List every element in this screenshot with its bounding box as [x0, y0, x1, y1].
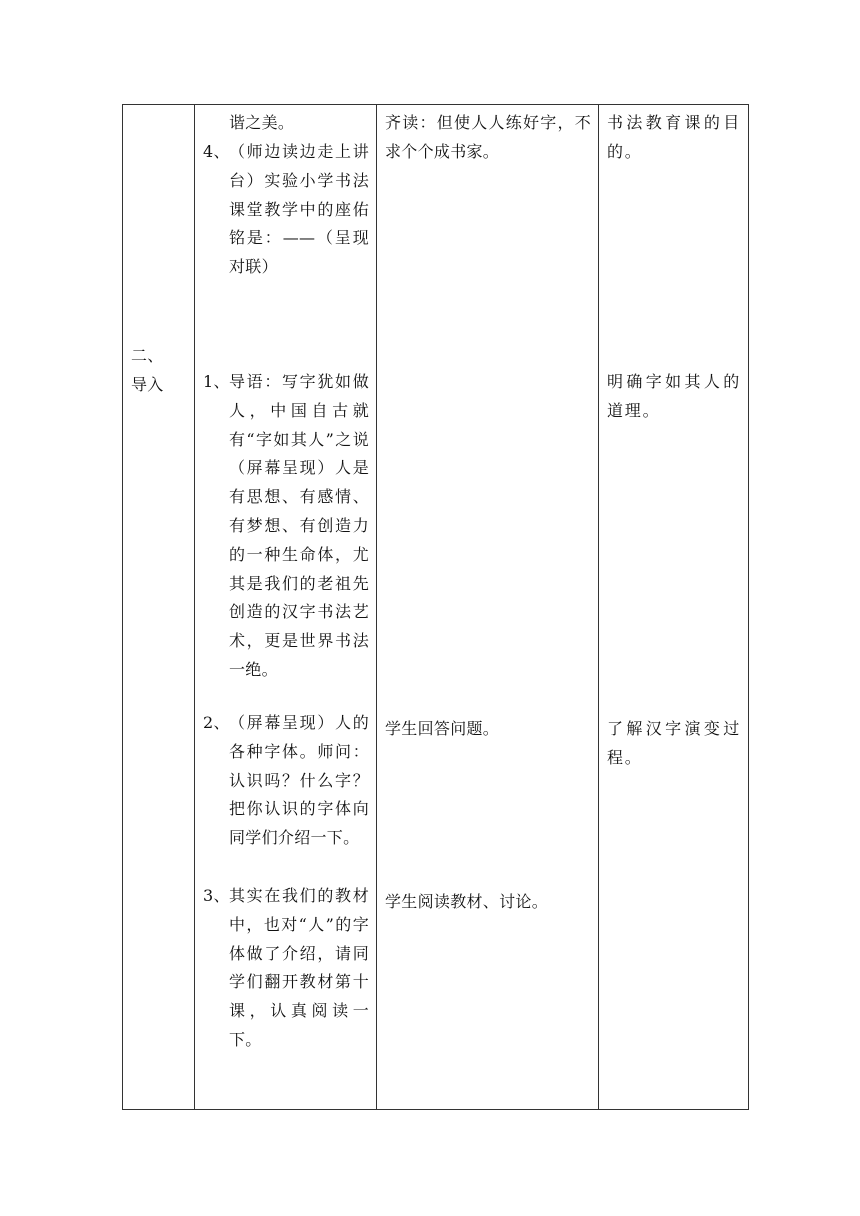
stage-number: 二、: [131, 346, 164, 365]
item-text: 导语：写字犹如做人，中国自古就有“字如其人”之说（屏幕呈现）人是有思想、有感情、有梦想、有创造力的一种生命体，尤其是我们的老祖先创造的汉字书法艺术，更是世界书法一绝。: [229, 372, 369, 679]
item-text: （师边读边走上讲台）实验小学书法课堂教学中的座佑铭是：——（呈现对联）: [229, 142, 369, 277]
teacher-activity-cell: [195, 105, 377, 1110]
stage-label: [131, 342, 164, 400]
purpose-1: 书法教育课的目的。: [607, 113, 741, 161]
stage-cell: [123, 105, 195, 1110]
item-number: 2、: [203, 713, 230, 732]
teacher-item-1: [203, 368, 369, 685]
student-activity-3: 学生阅读教材、讨论。: [385, 892, 549, 911]
teacher-item-4: [203, 138, 369, 282]
item-text: （屏幕呈现）人的各种字体。师问：认识吗？什么字？把你认识的字体向同学们介绍一下。: [229, 713, 369, 848]
item-number: 4、: [203, 142, 230, 161]
teacher-item-2: [203, 709, 369, 853]
item-number: 3、: [203, 886, 230, 905]
item-text: 其实在我们的教材中，也对“人”的字体做了介绍，请同学们翻开教材第十课，认真阅读一下。: [229, 886, 369, 1049]
purpose-3: 了解汉字演变过程。: [607, 719, 741, 767]
student-activity-cell: [377, 105, 599, 1110]
purpose-2: 明确字如其人的道理。: [607, 372, 741, 420]
item-number: 1、: [203, 372, 230, 391]
teacher-item-3: [203, 882, 369, 1055]
student-activity-1: 齐读：但使人人练好字，不求个个成书家。: [385, 113, 591, 161]
table-row: [123, 105, 749, 1110]
design-purpose-cell: [599, 105, 749, 1110]
student-activity-2: 学生回答问题。: [385, 719, 500, 738]
intro-fragment: 谐之美。: [229, 113, 295, 132]
lesson-plan-table: [122, 104, 749, 1110]
stage-title: 导入: [131, 374, 164, 394]
